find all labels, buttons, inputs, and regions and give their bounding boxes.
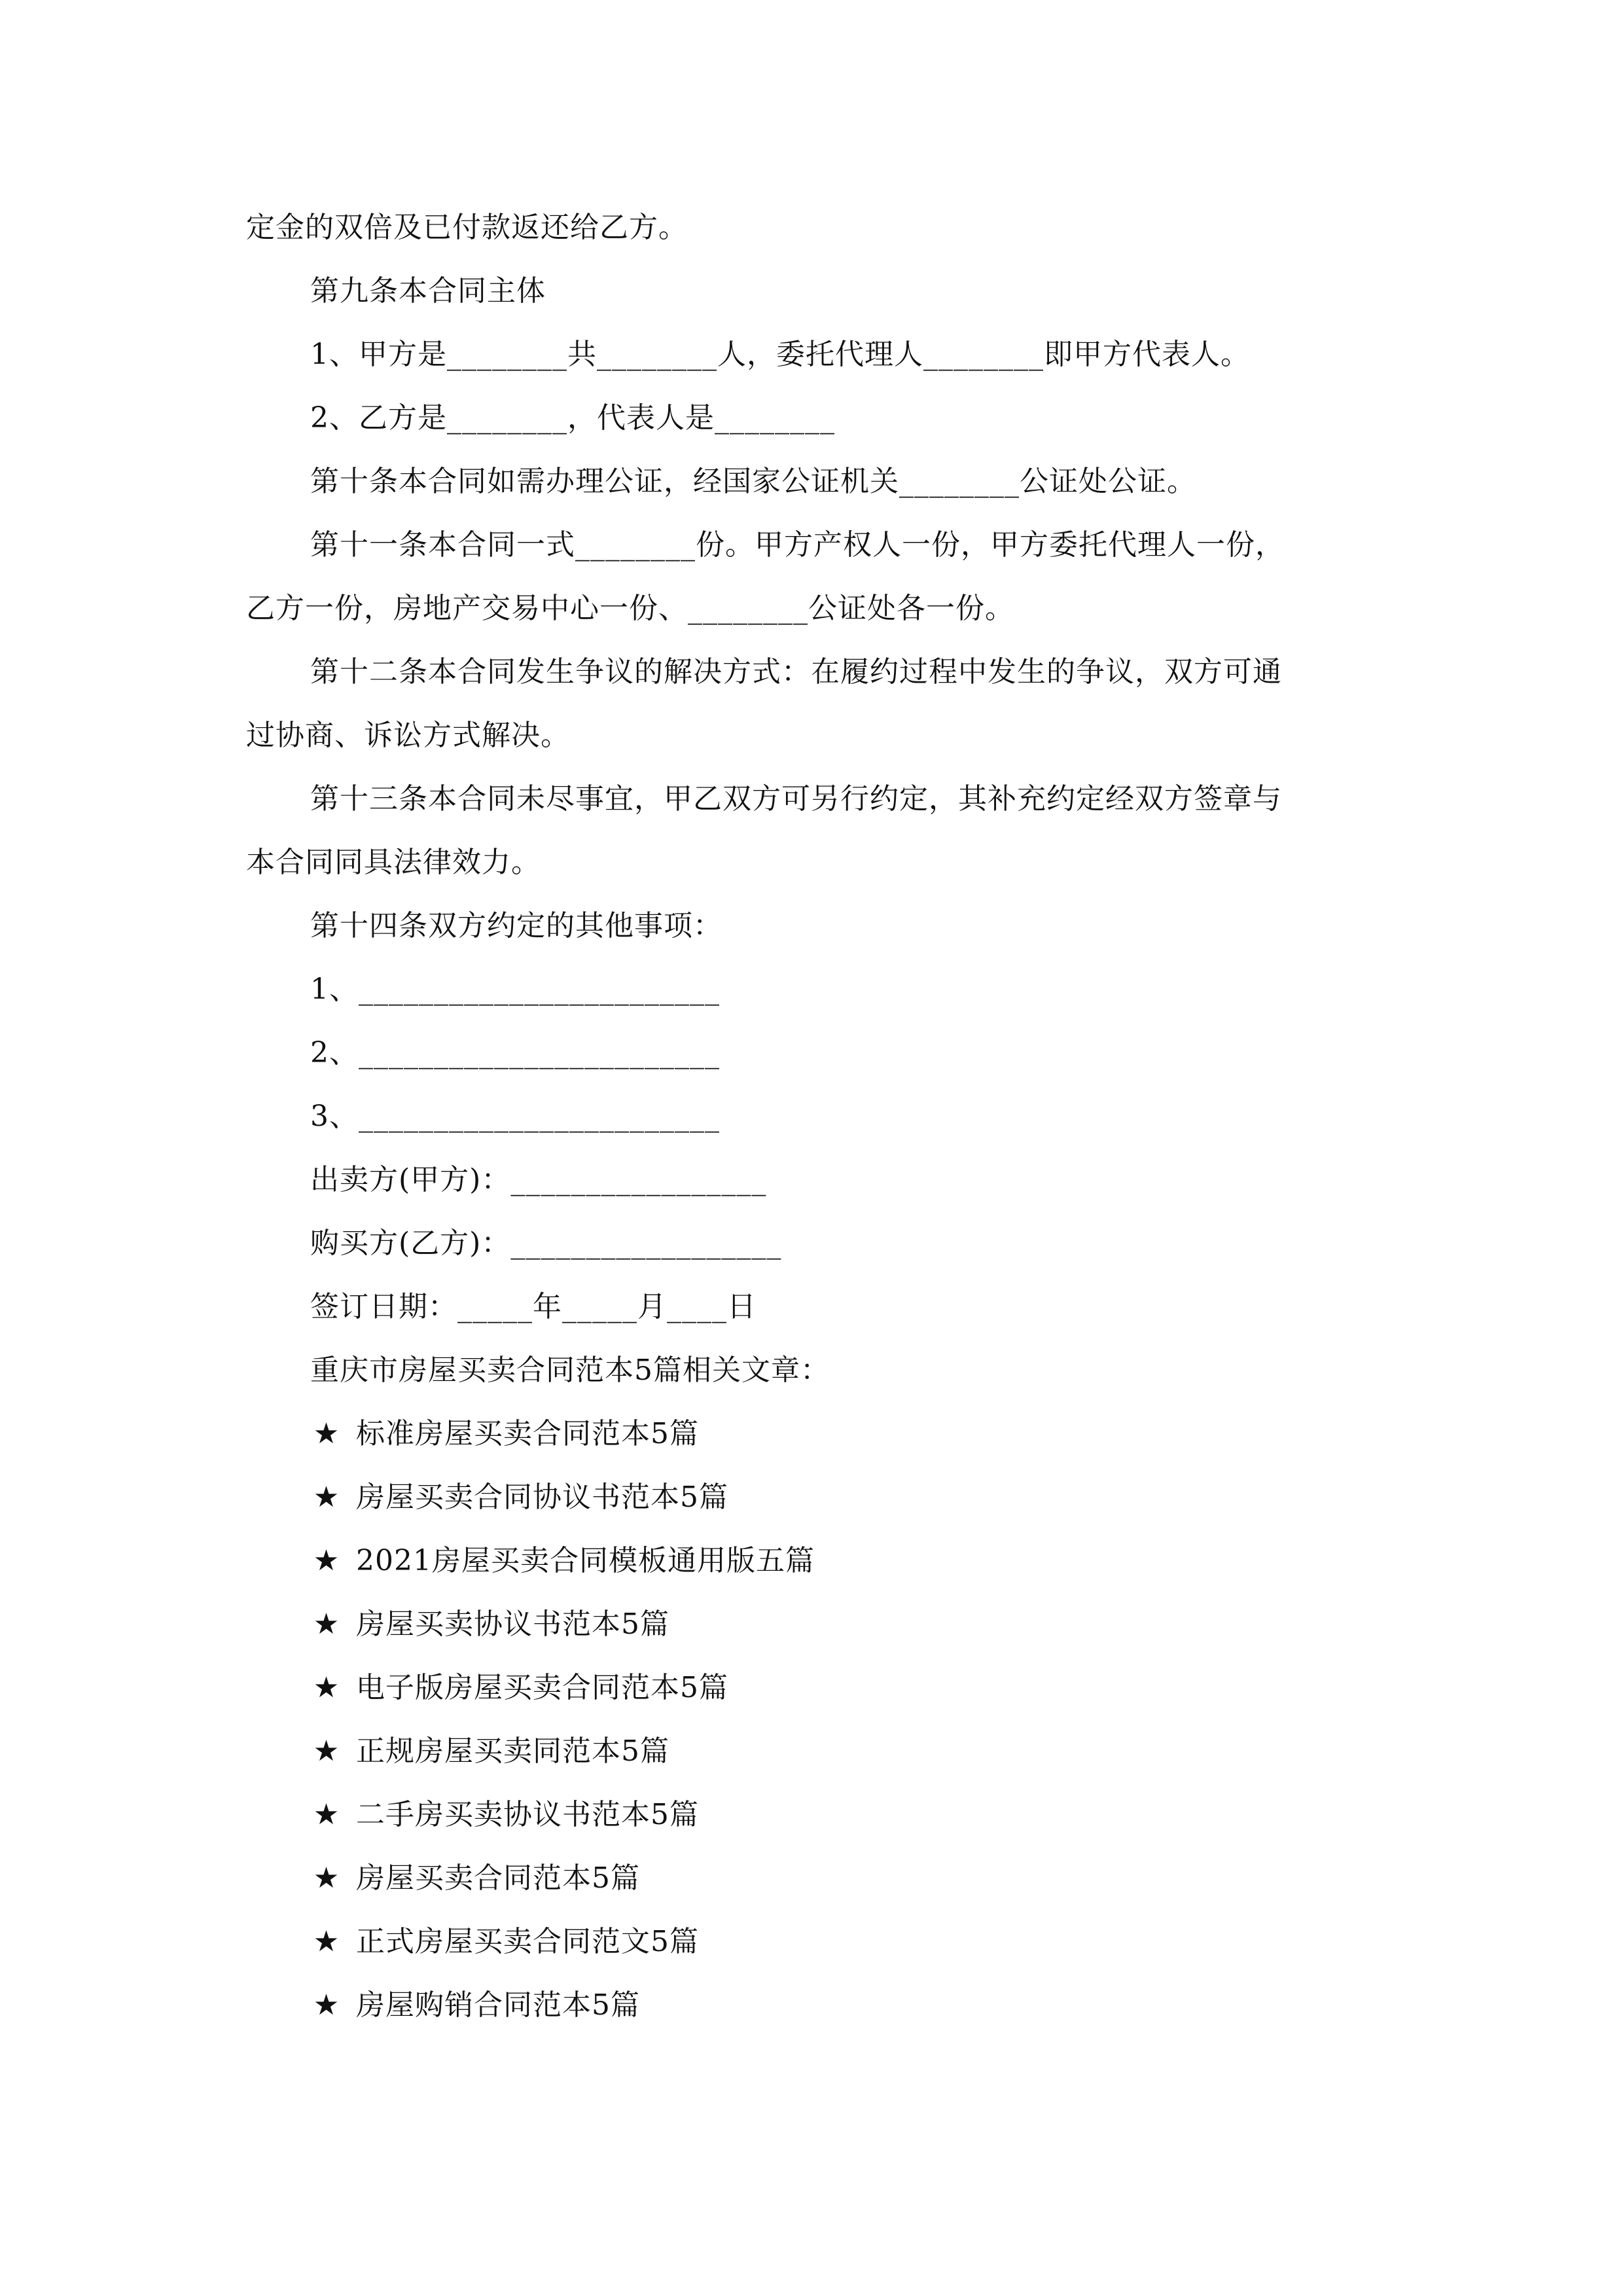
- text-line: 第十一条本合同一式________份。甲方产权人一份，甲方委托代理人一份，: [310, 528, 1285, 562]
- related-article-link[interactable]: [310, 1795, 699, 1835]
- related-article-title: 房屋买卖协议书范本5篇: [356, 1607, 669, 1641]
- fill-in-line: 3、________________________: [310, 1100, 720, 1133]
- signing-date-line: 签订日期：_____年_____月____日: [310, 1290, 757, 1323]
- related-article-title: 正式房屋买卖合同范文5篇: [356, 1925, 699, 1958]
- related-article-title: 标准房屋买卖合同范本5篇: [356, 1417, 699, 1450]
- fill-in-line: 2、________________________: [310, 1036, 720, 1069]
- related-article-link[interactable]: [310, 1986, 640, 2025]
- text-line: 1、甲方是________共________人，委托代理人________即甲方代表人。: [310, 338, 1250, 371]
- fill-in-line: 1、________________________: [310, 973, 720, 1006]
- related-article-link[interactable]: [310, 1541, 815, 1581]
- star-icon: ★: [313, 1480, 340, 1514]
- text-line: 乙方一份，房地产交易中心一份、________公证处各一份。: [246, 592, 1014, 625]
- star-icon: ★: [313, 1544, 340, 1577]
- related-article-link[interactable]: [310, 1859, 640, 1898]
- related-article-title: 正规房屋买卖同范本5篇: [356, 1734, 669, 1768]
- star-icon: ★: [313, 1988, 340, 2022]
- text-line: 本合同同具法律效力。: [246, 846, 541, 879]
- related-article-link[interactable]: [310, 1478, 728, 1517]
- text-line: 第十三条本合同未尽事宜，甲乙双方可另行约定，其补充约定经双方签章与: [310, 782, 1282, 816]
- text-line: 过协商、诉讼方式解决。: [246, 719, 570, 752]
- text-line: 定金的双倍及已付款返还给乙方。: [246, 211, 688, 244]
- star-icon: ★: [313, 1734, 340, 1768]
- related-article-title: 电子版房屋买卖合同范本5篇: [356, 1671, 728, 1704]
- related-article-title: 房屋购销合同范本5篇: [356, 1988, 640, 2022]
- star-icon: ★: [313, 1798, 340, 1831]
- related-article-title: 2021房屋买卖合同模板通用版五篇: [356, 1544, 815, 1577]
- related-article-link[interactable]: [310, 1668, 728, 1708]
- related-article-link[interactable]: [310, 1922, 699, 1962]
- text-line: 第十二条本合同发生争议的解决方式：在履约过程中发生的争议，双方可通: [310, 655, 1282, 689]
- related-article-link[interactable]: [310, 1605, 669, 1644]
- star-icon: ★: [313, 1861, 340, 1895]
- related-article-title: 房屋买卖合同协议书范本5篇: [356, 1480, 728, 1514]
- related-articles-heading: 重庆市房屋买卖合同范本5篇相关文章：: [310, 1354, 830, 1387]
- text-line: 第十条本合同如需办理公证，经国家公证机关________公证处公证。: [310, 465, 1196, 498]
- related-article-link[interactable]: [310, 1414, 699, 1454]
- buyer-signature-line: 购买方(乙方)：__________________: [310, 1227, 782, 1260]
- star-icon: ★: [313, 1607, 340, 1641]
- section-heading: 第九条本合同主体: [310, 274, 546, 308]
- star-icon: ★: [313, 1925, 340, 1958]
- seller-signature-line: 出卖方(甲方)：_________________: [310, 1163, 767, 1196]
- section-heading: 第十四条双方约定的其他事项：: [310, 909, 722, 942]
- star-icon: ★: [313, 1671, 340, 1704]
- related-article-link[interactable]: [310, 1732, 669, 1771]
- text-line: 2、乙方是________，代表人是________: [310, 401, 835, 435]
- star-icon: ★: [313, 1417, 340, 1450]
- related-article-title: 二手房买卖协议书范本5篇: [356, 1798, 699, 1831]
- related-article-title: 房屋买卖合同范本5篇: [356, 1861, 640, 1895]
